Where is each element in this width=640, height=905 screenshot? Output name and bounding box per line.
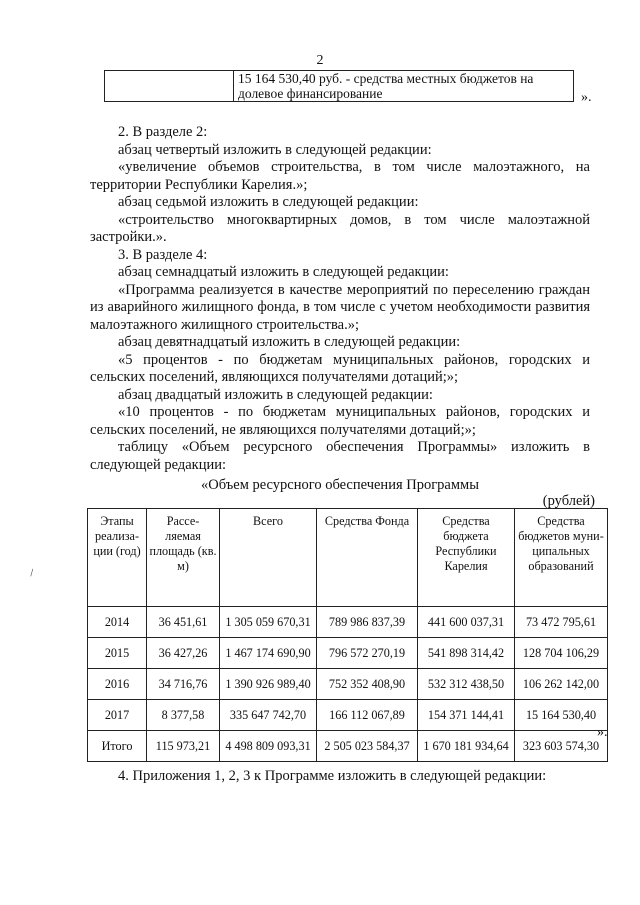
paragraph: таблицу «Объем ресурсного обеспечения Программы» изложить в следующей редакции: bbox=[90, 439, 590, 473]
final-line: 4. Приложения 1, 2, 3 к Программе изложить в следующей редакции: bbox=[118, 768, 547, 784]
table-row bbox=[88, 700, 608, 731]
column-header: Средства Фонда bbox=[317, 509, 418, 607]
paragraph: абзац седьмой изложить в следующей редакции: bbox=[118, 194, 419, 210]
paragraph: 2. В разделе 2: bbox=[118, 124, 208, 140]
cell: 532 312 438,50 bbox=[418, 669, 515, 700]
cell: 1 390 926 989,40 bbox=[220, 669, 317, 700]
cell: 8 377,58 bbox=[147, 700, 220, 731]
table-row bbox=[88, 669, 608, 700]
cell: 1 305 059 670,31 bbox=[220, 607, 317, 638]
cell: 441 600 037,31 bbox=[418, 607, 515, 638]
cell: 541 898 314,42 bbox=[418, 638, 515, 669]
cell: 2014 bbox=[88, 607, 147, 638]
empty-cell bbox=[105, 71, 234, 102]
top-fragment-table bbox=[104, 70, 574, 102]
table-caption: «Объем ресурсного обеспечения Программы bbox=[201, 477, 479, 493]
paragraph: «10 процентов - по бюджетам муниципальных районов, городских и сельских поселений, не являющихся получателями дотаций;»; bbox=[90, 404, 590, 438]
cell: 154 371 144,41 bbox=[418, 700, 515, 731]
paragraph: «увеличение объемов строительства, в том числе малоэтажного, на территории Республики Карелия.»; bbox=[90, 159, 590, 193]
fragment-line-2: долевое финансирование bbox=[238, 86, 383, 101]
table-row bbox=[88, 607, 608, 638]
cell: 36 427,26 bbox=[147, 638, 220, 669]
paragraph: «5 процентов - по бюджетам муниципальных районов, городских и сельских поселений, являющихся получателями дотаций;»; bbox=[90, 351, 590, 385]
body-text bbox=[90, 124, 590, 474]
page-number: 2 bbox=[316, 53, 324, 68]
cell: Итого bbox=[88, 731, 147, 762]
fragment-cell bbox=[234, 71, 574, 102]
cell: 115 973,21 bbox=[147, 731, 220, 762]
cell: 166 112 067,89 bbox=[317, 700, 418, 731]
stray-mark: \ bbox=[26, 567, 37, 579]
paragraph: «Программа реализуется в качестве мероприятий по переселению граждан из аварийного жилищного фонда, в том числе с учетом необходимости развития малоэтажного жилищного строительства.»; bbox=[90, 281, 590, 333]
cell: 335 647 742,70 bbox=[220, 700, 317, 731]
cell: 73 472 795,61 bbox=[515, 607, 608, 638]
resource-table bbox=[87, 508, 608, 762]
column-header: Рассе-ляемая площадь (кв. м) bbox=[147, 509, 220, 607]
cell: 106 262 142,00 bbox=[515, 669, 608, 700]
cell: 128 704 106,29 bbox=[515, 638, 608, 669]
column-header: Этапы реализа-ции (год) bbox=[88, 509, 147, 607]
paragraph: абзац четвертый изложить в следующей редакции: bbox=[118, 141, 432, 158]
paragraph: абзац семнадцатый изложить в следующей редакции: bbox=[118, 264, 449, 280]
column-header: Всего bbox=[220, 509, 317, 607]
cell: 1 467 174 690,90 bbox=[220, 638, 317, 669]
cell: 2016 bbox=[88, 669, 147, 700]
cell: 2 505 023 584,37 bbox=[317, 731, 418, 762]
paragraph: абзац двадцатый изложить в следующей редакции: bbox=[118, 386, 433, 403]
table-total-row bbox=[88, 731, 608, 762]
column-header: Средства бюджетов муни-ципальных образований bbox=[515, 509, 608, 607]
column-header: Средства бюджета Республики Карелия bbox=[418, 509, 515, 607]
table-header-row bbox=[88, 509, 608, 607]
paragraph: абзац девятнадцатый изложить в следующей редакции: bbox=[118, 334, 461, 350]
cell: 15 164 530,40 bbox=[515, 700, 608, 731]
paragraph: «строительство многоквартирных домов, в том числе малоэтажной застройки.». bbox=[90, 211, 590, 245]
cell: 1 670 181 934,64 bbox=[418, 731, 515, 762]
cell: 323 603 574,30 bbox=[515, 731, 608, 762]
cell: 796 572 270,19 bbox=[317, 638, 418, 669]
cell: 752 352 408,90 bbox=[317, 669, 418, 700]
cell: 789 986 837,39 bbox=[317, 607, 418, 638]
fragment-line-1: 15 164 530,40 руб. - средства местных бюджетов на bbox=[238, 71, 534, 86]
cell: 36 451,61 bbox=[147, 607, 220, 638]
cell: 2017 bbox=[88, 700, 147, 731]
table-closing-quote: ». bbox=[597, 725, 608, 740]
cell: 34 716,76 bbox=[147, 669, 220, 700]
fragment-closing-quote: ». bbox=[581, 90, 592, 105]
cell: 2015 bbox=[88, 638, 147, 669]
table-row bbox=[88, 638, 608, 669]
cell: 4 498 809 093,31 bbox=[220, 731, 317, 762]
table-unit: (рублей) bbox=[542, 493, 595, 509]
paragraph: 3. В разделе 4: bbox=[118, 246, 208, 263]
